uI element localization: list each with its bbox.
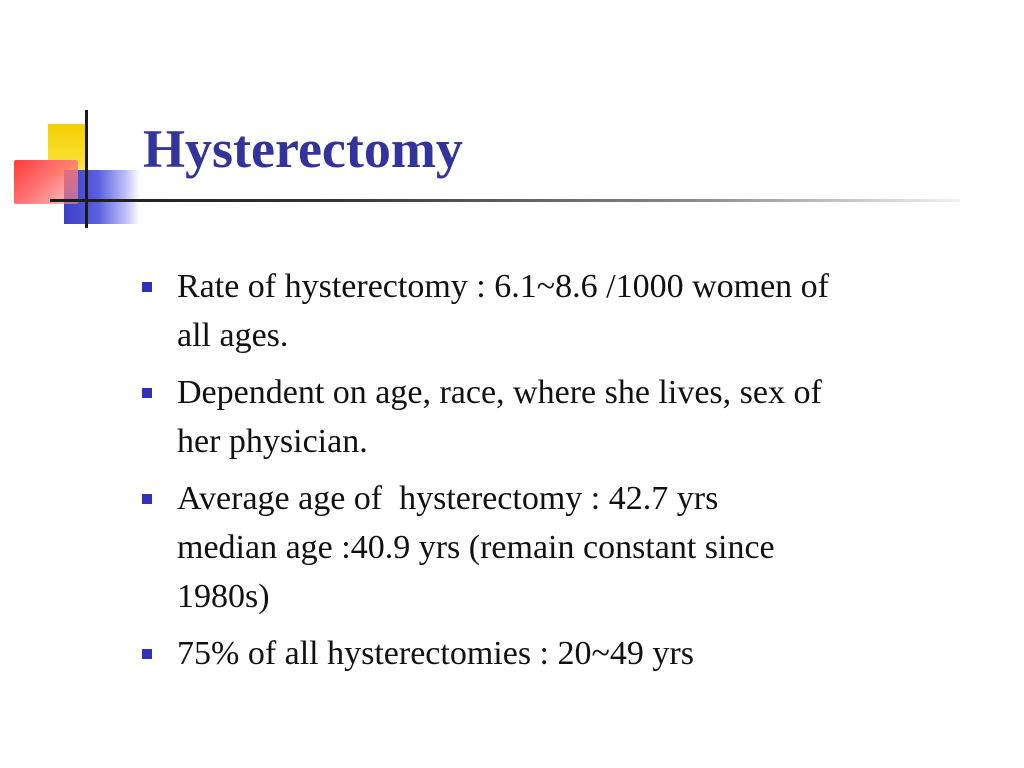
bullet-text-line: median age :40.9 yrs (remain constant since — [177, 529, 775, 566]
logo-red-square — [14, 160, 78, 204]
square-bullet-icon — [142, 494, 152, 504]
bullet-item — [142, 368, 962, 466]
square-bullet-icon — [142, 282, 152, 292]
bullet-text-line: Dependent on age, race, where she lives, sex of — [177, 374, 822, 411]
logo-vertical-line — [85, 110, 88, 228]
bullet-item — [142, 474, 962, 621]
bullet-list — [142, 262, 962, 686]
bullet-text-line: 1980s) — [177, 578, 270, 615]
square-bullet-icon — [142, 388, 152, 398]
bullet-text-line: Rate of hysterectomy : 6.1~8.6 /1000 women of — [177, 268, 829, 305]
title-underline — [50, 199, 960, 202]
square-bullet-icon — [142, 649, 152, 659]
bullet-text-line: Average age of hysterectomy : 42.7 yrs — [177, 480, 719, 517]
bullet-item — [142, 629, 962, 678]
bullet-item — [142, 262, 962, 360]
slide-title: Hysterectomy — [143, 119, 463, 179]
bullet-text-line: all ages. — [177, 317, 289, 354]
bullet-text-line: her physician. — [177, 423, 368, 460]
bullet-text-line: 75% of all hysterectomies : 20~49 yrs — [177, 635, 694, 672]
